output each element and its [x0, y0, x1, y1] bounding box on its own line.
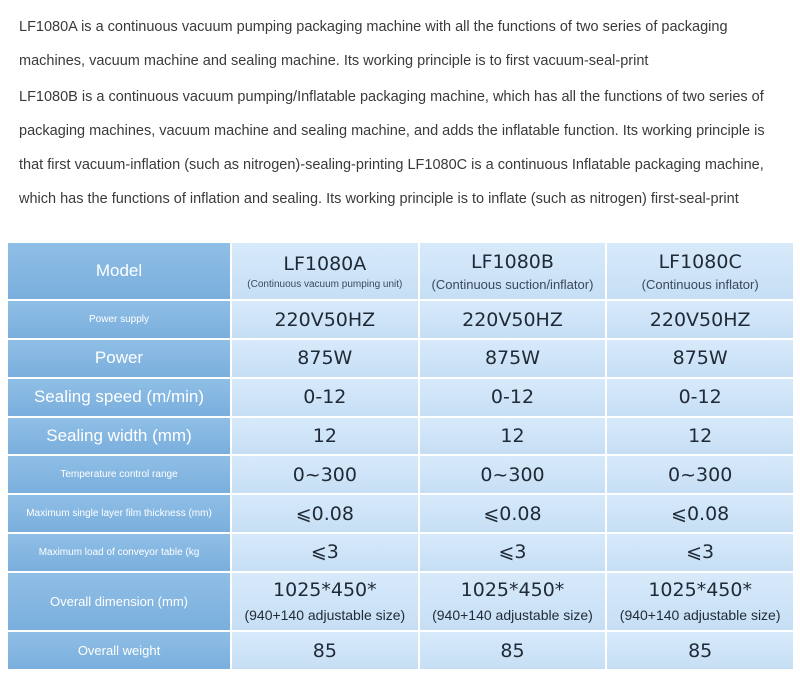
model-name-b: LF1080B [471, 250, 554, 273]
power-supply-b: 220V50HZ [420, 301, 606, 338]
power-c: 875W [607, 340, 793, 377]
table-row-power-supply [8, 301, 793, 338]
power-supply-label: Power supply [8, 301, 230, 338]
film-thickness-label: Maximum single layer film thickness (mm) [8, 495, 230, 532]
power-supply-c: 220V50HZ [607, 301, 793, 338]
model-cell-a [232, 243, 418, 299]
model-sub-a: (Continuous vacuum pumping unit) [247, 278, 403, 290]
dimension-cell-b [420, 573, 606, 630]
weight-b: 85 [420, 632, 606, 669]
temperature-c: 0~300 [607, 456, 793, 493]
model-cell-c [607, 243, 793, 299]
sealing-width-b: 12 [420, 418, 606, 455]
model-name-a: LF1080A [283, 252, 367, 275]
table-row-sealing-width [8, 418, 793, 455]
sealing-speed-b: 0-12 [420, 379, 606, 416]
dimension-note-a: (940+140 adjustable size) [244, 607, 406, 624]
temperature-b: 0~300 [420, 456, 606, 493]
sealing-speed-label: Sealing speed (m/min) [8, 379, 230, 416]
power-supply-a: 220V50HZ [232, 301, 418, 338]
table-row-model [8, 243, 793, 299]
sealing-width-a: 12 [232, 418, 418, 455]
dimension-b: 1025*450* [460, 579, 565, 602]
max-load-b: ⩽3 [420, 534, 606, 571]
table-row-weight [8, 632, 793, 669]
temperature-a: 0~300 [232, 456, 418, 493]
model-label: Model [8, 243, 230, 299]
film-thickness-a: ⩽0.08 [232, 495, 418, 532]
sealing-width-label: Sealing width (mm) [8, 418, 230, 455]
sealing-speed-a: 0-12 [232, 379, 418, 416]
weight-a: 85 [232, 632, 418, 669]
dimension-label: Overall dimension (mm) [8, 573, 230, 630]
model-sub-c: (Continuous inflator) [641, 276, 759, 292]
table-row-sealing-speed [8, 379, 793, 416]
table-row-dimension [8, 573, 793, 630]
table-row-temperature [8, 456, 793, 493]
weight-c: 85 [607, 632, 793, 669]
power-a: 875W [232, 340, 418, 377]
spec-table [6, 241, 795, 671]
power-b: 875W [420, 340, 606, 377]
dimension-note-c: (940+140 adjustable size) [619, 607, 781, 624]
sealing-width-c: 12 [607, 418, 793, 455]
dimension-a: 1025*450* [273, 579, 377, 602]
max-load-label: Maximum load of conveyor table (kg [8, 534, 230, 571]
film-thickness-c: ⩽0.08 [607, 495, 793, 532]
table-row-max-load [8, 534, 793, 571]
power-label: Power [8, 340, 230, 377]
dimension-c: 1025*450* [648, 579, 752, 602]
dimension-cell-c [607, 573, 793, 630]
sealing-speed-c: 0-12 [607, 379, 793, 416]
model-cell-b [420, 243, 606, 299]
weight-label: Overall weight [8, 632, 230, 669]
intro-paragraph-a [19, 10, 789, 78]
max-load-c: ⩽3 [607, 534, 793, 571]
model-name-c: LF1080C [658, 250, 742, 273]
model-sub-b: (Continuous suction/inflator) [431, 276, 594, 292]
film-thickness-b: ⩽0.08 [420, 495, 606, 532]
dimension-cell-a [232, 573, 418, 630]
max-load-a: ⩽3 [232, 534, 418, 571]
intro-paragraph-b [19, 80, 789, 216]
dimension-note-b: (940+140 adjustable size) [432, 607, 593, 624]
table-row-power [8, 340, 793, 377]
intro-paragraph-a-text: LF1080A is a continuous vacuum pumping packaging machine with all the functions of two series of packaging machines, vacuum machine and sealing machine. Its working principle is to first vacuum-seal-print [19, 19, 728, 69]
intro-paragraph-b-text: LF1080B is a continuous vacuum pumping/Inflatable packaging machine, which has all the functions of two series of packaging machines, vacuum machine and sealing machine, and adds the inflatable function. Its working principle is that first vacuum-inflation (such as nitrogen)-sealing-printing LF1080C is a continuous Inflatable packaging machine, which has the functions of inflation and sealing. Its working principle is to inflate (such as nitrogen) first-seal-print [19, 89, 765, 207]
temperature-label: Temperature control range [8, 456, 230, 493]
table-row-film-thickness [8, 495, 793, 532]
